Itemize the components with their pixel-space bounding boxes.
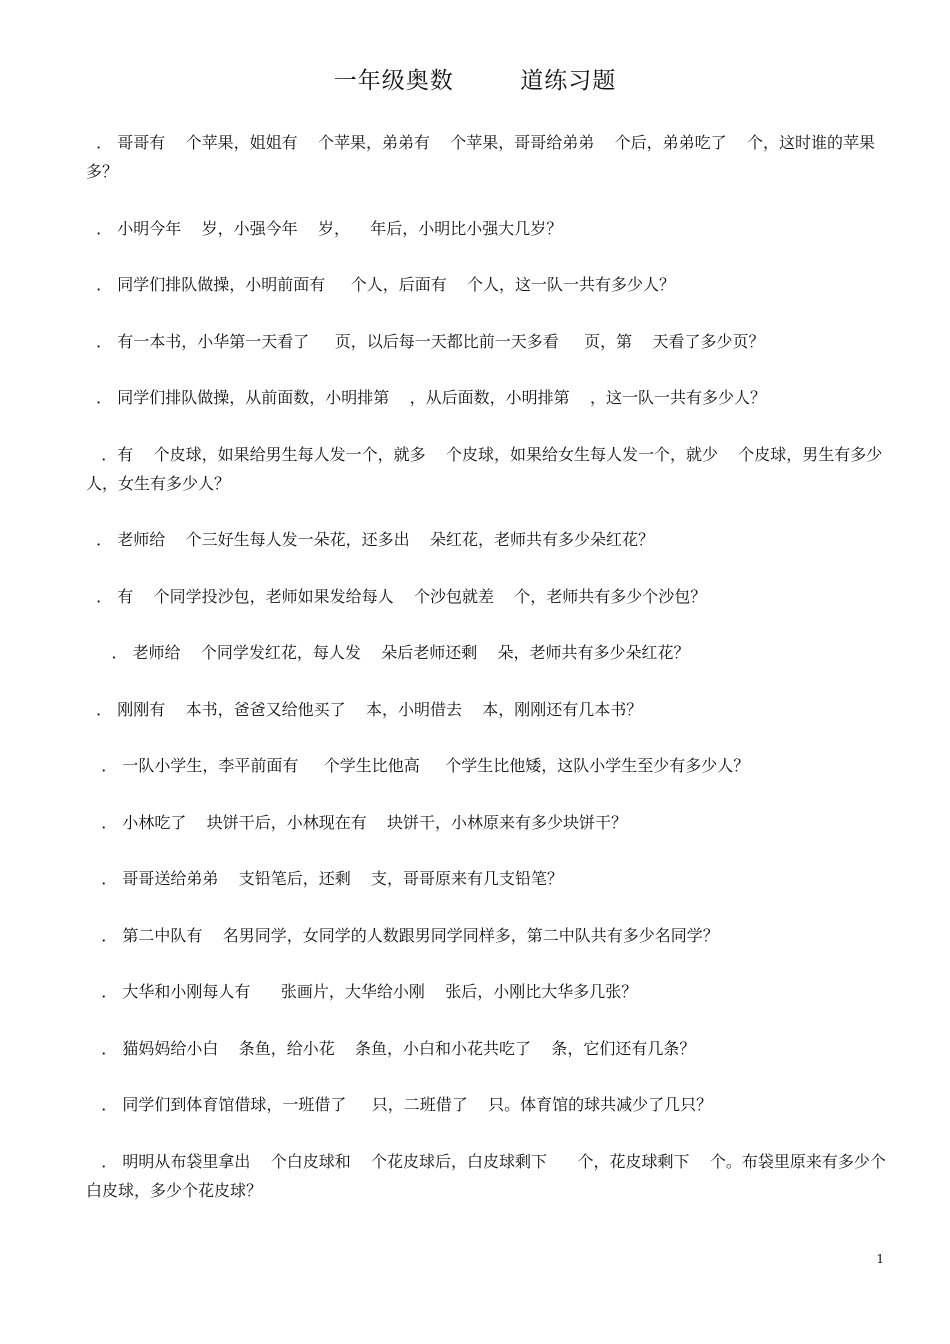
problem-list: [86, 128, 886, 1232]
problem-item: ． 有一本书，小华第一天看了 页，以后每一天都比前一天多看 页，第 天看了多少页？: [86, 331, 765, 351]
problem-item: ． 同学们到体育馆借球，一班借了 只，二班借了 只。体育馆的球共减少了几只？: [86, 1095, 713, 1114]
problem-item: ． 有 个同学投沙包，老师如果发给每人 个沙包就差 个，老师共有多少个沙包？: [86, 586, 707, 606]
problem-item: ． 第二中队有 名男同学，女同学的人数跟男同学同样多，第二中队共有多少名同学？: [86, 925, 719, 945]
problem-item: ． 小明今年 岁，小强今年 岁， 年后，小明比小强大几岁？: [86, 218, 563, 238]
problem-item: ． 哥哥有 个苹果，姐姐有 个苹果，弟弟有 个苹果，哥哥给弟弟 个后，弟弟吃了 个，这时谁的苹果多？: [86, 133, 875, 181]
problem-item: ． 老师给 个同学发红花，每人发 朵后老师还剩 朵，老师共有多少朵红花？: [86, 643, 690, 662]
document-title: 一年级奥数 道练习题: [333, 68, 617, 94]
problem-item: ． 小林吃了 块饼干后，小林现在有 块饼干，小林原来有多少块饼干？: [86, 812, 628, 832]
problem-item: ． 大华和小刚每人有 张画片，大华给小刚 张后，小刚比大华多几张？: [86, 982, 638, 1001]
problem-item: ． 猫妈妈给小白 条鱼，给小花 条鱼，小白和小花共吃了 条，它们还有几条？: [86, 1038, 696, 1058]
problem-item: ． 同学们排队做操，小明前面有 个人，后面有 个人，这一队一共有多少人？: [86, 275, 676, 294]
problem-item: ． 老师给 个三好生每人发一朵花，还多出 朵红花，老师共有多少朵红花？: [86, 530, 654, 549]
problem-item: ．有 个皮球，如果给男生每人发一个，就多 个皮球，如果给女生每人发一个，就少 个皮球，男生有多少人，女生有多少人？: [86, 444, 883, 493]
problem-item: ． 哥哥送给弟弟 支铅笔后，还剩 支，哥哥原来有几支铅笔？: [86, 869, 564, 888]
page-number: 1: [876, 1252, 884, 1266]
problem-item: ． 一队小学生，李平前面有 个学生比他高 个学生比他矮，这队小学生至少有多少人？: [86, 756, 750, 775]
problem-item: ． 明明从布袋里拿出 个白皮球和 个花皮球后，白皮球剩下 个，花皮球剩下 个。布袋里原来有多少个白皮球，多少个花皮球？: [86, 1151, 886, 1200]
problem-item: ． 刚刚有 本书，爸爸又给他买了 本，小明借去 本，刚刚还有几本书？: [86, 699, 643, 719]
problem-item: ． 同学们排队做操，从前面数，小明排第 ，从后面数，小明排第 ，这一队一共有多少人？: [86, 388, 766, 407]
